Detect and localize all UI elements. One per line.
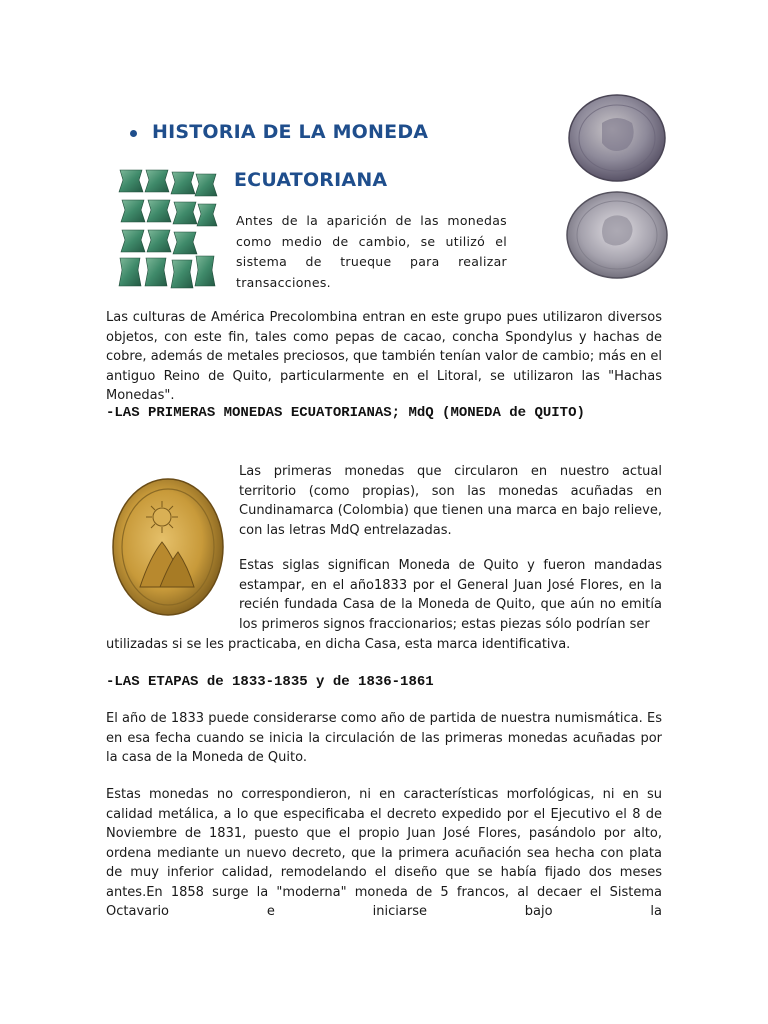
page-title-line2: ECUATORIANA [234,169,388,191]
title-bullet [130,130,137,137]
heading-first-coins: -LAS PRIMERAS MONEDAS ECUATORIANAS; MdQ (MONEDA de QUITO) [106,405,585,421]
page-title-line1: HISTORIA DE LA MONEDA [152,121,429,143]
first-coins-paragraph-2: Estas siglas significan Moneda de Quito y fueron mandadas estampar, en el año1833 por el General Juan José Flores, en la recién fundada Casa de la Moneda de Quito, que aún no emitía los primeros signos fraccionarios; estas piezas sólo podrían ser [239,558,662,632]
stages-paragraph-1: El año de 1833 puede considerarse como año de partida de nuestra numismática. Es en esa fecha cuando se inicia la circulación de las primeras monedas acuñadas por la casa de la Moneda de Quito. [106,711,662,765]
gold-mdq-coin-image [110,477,226,617]
heading-stages: -LAS ETAPAS de 1833-1835 y de 1836-1861 [106,674,434,690]
cultures-paragraph: Las culturas de América Precolombina entran en este grupo pues utilizaron diversos objetos, con este fin, tales como pepas de cacao, concha Spondylus y hachas de cobre, además de metales preciosos, que también tenían valor de cambio; más en el antiguo Reino de Quito, particularmente en el Litoral, se utilizaron las "Hachas Monedas". [106,310,662,403]
first-coins-paragraph-2-cont: utilizadas si se les practicaba, en dicha Casa, esta marca identificativa. [106,637,571,652]
stages-paragraph-2: Estas monedas no correspondieron, ni en características morfológicas, ni en su calidad metálica, a lo que especificaba el decreto expedido por el Ejecutivo el 8 de Noviembre de 1831, puesto que el propio Juan José Flores, pasándolo por alto, ordena mediante un nuevo decreto, que la primera acuñación sea hecha con plata de muy inferior calidad, remodelando el diseño que se había fijado dos meses antes.En 1858 surge la "moderna" moneda de 5 francos, al decaer el Sistema Octavario e iniciarse bajo la [106,787,662,919]
intro-paragraph: Antes de la aparición de las monedas como medio de cambio, se utilizó el sistema de trueque para realizar transacciones. [236,213,507,290]
axe-money-image [116,166,220,294]
first-coins-paragraph-1: Las primeras monedas que circularon en nuestro actual territorio (como propias), son las monedas acuñadas en Cundinamarca (Colombia) que tienen una marca en bajo relieve, con las letras MdQ entrelazadas. [239,464,662,538]
silver-coin-front-image [567,93,667,183]
silver-coin-back-image [565,190,669,280]
